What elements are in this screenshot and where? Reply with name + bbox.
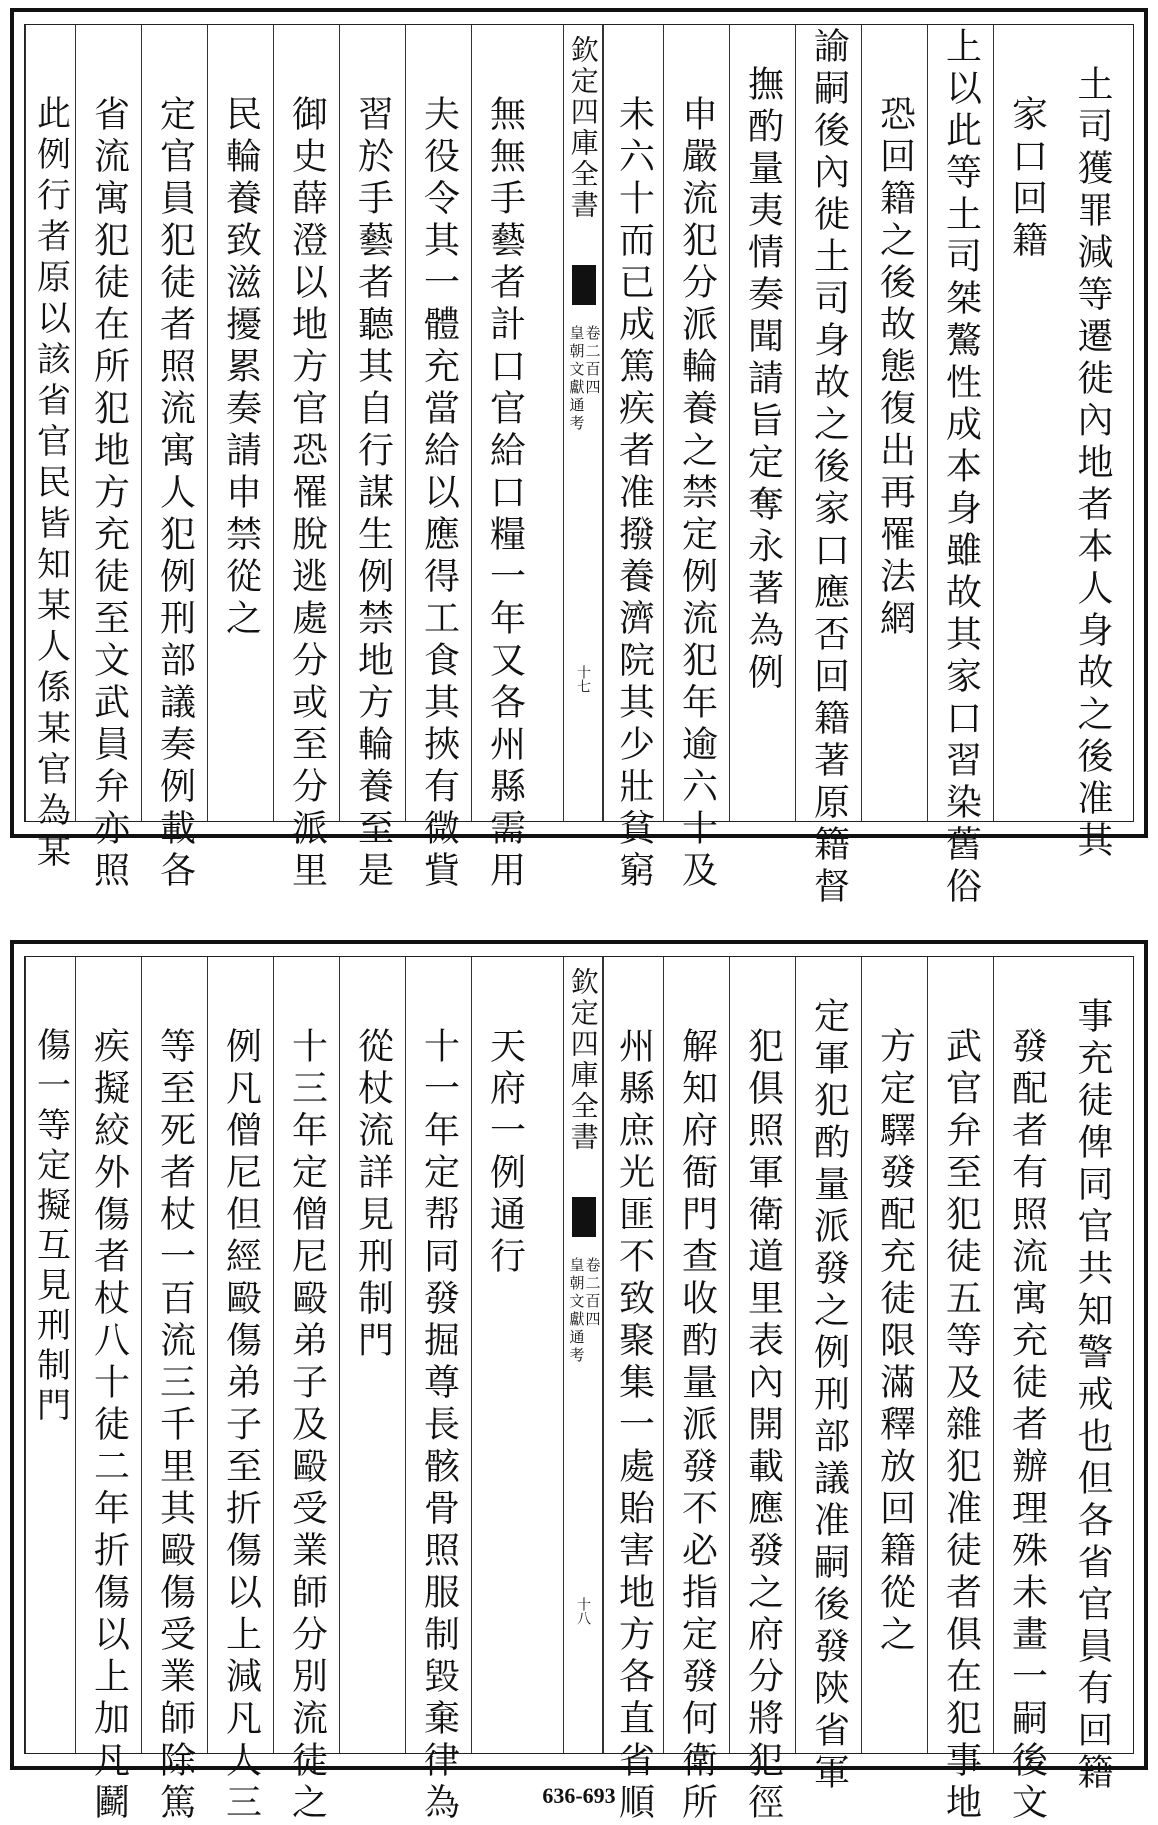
source-title: 皇朝文獻通考 <box>567 325 586 433</box>
center-gutter <box>563 957 603 1753</box>
text-column <box>603 25 663 893</box>
text-column <box>405 25 471 893</box>
book-title: 欽定四庫全書 <box>566 35 600 221</box>
text-column <box>141 957 207 1825</box>
text-column <box>207 25 273 821</box>
column-text: 習於手藝者聽其自行謀生例禁地方輪養至是 <box>352 95 394 893</box>
text-column <box>25 957 75 1753</box>
column-text: 夫役令其一體充當給以應得工食其挾有微貲 <box>418 95 460 893</box>
page-frame <box>24 24 1134 909</box>
text-column <box>927 25 993 909</box>
source-title: 皇朝文獻通考 <box>567 1257 586 1365</box>
text-column <box>405 957 471 1825</box>
page-number: 十八 <box>575 1597 591 1625</box>
text-column <box>795 25 861 909</box>
column-text: 省流寓犯徒在所犯地方充徒至文武員弁亦照 <box>88 95 130 893</box>
column-text: 申嚴流犯分派輪養之禁定例流犯年逾六十及 <box>676 95 718 893</box>
column-text: 未六十而已成篤疾者准撥養濟院其少壯貧窮 <box>613 95 655 893</box>
column-text: 民輪養致滋擾累奏請申禁從之 <box>220 95 262 641</box>
volume-number: 卷二百四 <box>583 1257 602 1329</box>
column-text: 土司獲罪減等遷徙內地者本人身故之後准其 <box>1072 65 1113 863</box>
text-column <box>273 957 339 1825</box>
volume-number: 卷二百四 <box>583 325 602 397</box>
column-text: 定軍犯酌量派發之例刑部議准嗣後發陝省軍 <box>808 997 850 1795</box>
text-column <box>75 957 141 1825</box>
column-text: 方定驛發配充徒限滿釋放回籍從之 <box>874 1027 916 1657</box>
column-text: 州縣庶光匪不致聚集一處貽害地方各直省順 <box>613 1027 655 1825</box>
column-text: 撫酌量夷情奏聞請旨定奪永著為例 <box>742 65 784 695</box>
column-text: 事充徒俾同官共知警戒也但各省官員有回籍 <box>1072 997 1113 1795</box>
column-text: 等至死者杖一百流三千里其毆傷受業師除篤 <box>154 1027 196 1825</box>
page-number: 十七 <box>575 665 591 693</box>
column-text: 武官弁至犯徒五等及雜犯准徒者俱在犯事地 <box>940 1027 982 1825</box>
text-column <box>993 25 1059 821</box>
column-text: 發配者有照流寓充徒者辦理殊未畫一嗣後文 <box>1006 1027 1048 1825</box>
column-text: 犯俱照軍衛道里表內開載應發之府分將犯徑 <box>742 1027 784 1825</box>
column-text: 家口回籍 <box>1006 95 1048 263</box>
text-column <box>993 957 1059 1825</box>
text-column <box>471 957 537 1753</box>
column-text: 諭嗣後內徙土司身故之後家口應否回籍著原籍督 <box>808 27 850 909</box>
column-text: 御史薛澄以地方官恐罹脫逃處分或至分派里 <box>286 95 328 893</box>
fish-tail-mark <box>572 265 596 305</box>
column-text: 疾擬絞外傷者杖八十徒二年折傷以上加凡鬬 <box>88 1027 130 1825</box>
column-text: 例凡僧尼但經毆傷弟子至折傷以上減凡人三 <box>220 1027 262 1825</box>
text-column <box>603 957 663 1825</box>
text-column <box>339 25 405 893</box>
column-text: 從杖流詳見刑制門 <box>352 1027 394 1363</box>
fish-tail-mark <box>572 1197 596 1237</box>
page-panel-top <box>10 8 1148 909</box>
text-column <box>207 957 273 1825</box>
column-text: 十一年定帮同發掘尊長骸骨照服制毀棄律為 <box>418 1027 460 1825</box>
column-text: 此例行者原以該省官民皆知某人係某官為某 <box>30 95 71 874</box>
text-column <box>729 957 795 1825</box>
column-spacer <box>537 25 563 821</box>
column-text: 天府一例通行 <box>484 1027 526 1279</box>
text-column <box>75 25 141 893</box>
column-text: 無無手藝者計口官給口糧一年又各州縣需用 <box>484 95 526 893</box>
column-text: 傷一等定擬互見刑制門 <box>30 1027 71 1427</box>
column-text: 上以此等土司桀驁性成本身雖故其家口習染舊俗 <box>940 27 982 909</box>
column-text: 恐回籍之後故態復出再罹法網 <box>874 95 916 641</box>
footer-page-number: 636-693 <box>542 1783 616 1808</box>
book-title: 欽定四庫全書 <box>566 967 600 1153</box>
text-column <box>663 25 729 893</box>
text-column <box>339 957 405 1753</box>
text-column <box>273 25 339 893</box>
text-column <box>1059 25 1125 863</box>
text-column <box>795 957 861 1795</box>
text-column <box>861 25 927 821</box>
text-column <box>927 957 993 1825</box>
text-column <box>861 957 927 1753</box>
center-gutter <box>563 25 603 821</box>
text-column <box>663 957 729 1825</box>
text-column <box>471 25 537 893</box>
text-column <box>25 25 75 874</box>
text-column <box>1059 957 1125 1795</box>
column-spacer <box>537 957 563 1753</box>
text-column <box>729 25 795 821</box>
text-column <box>141 25 207 893</box>
column-text: 解知府衙門查收酌量派發不必指定發何衛所 <box>676 1027 718 1825</box>
column-text: 十三年定僧尼毆弟子及毆受業師分別流徒之 <box>286 1027 328 1825</box>
column-text: 定官員犯徒者照流寓人犯例刑部議奏例載各 <box>154 95 196 893</box>
